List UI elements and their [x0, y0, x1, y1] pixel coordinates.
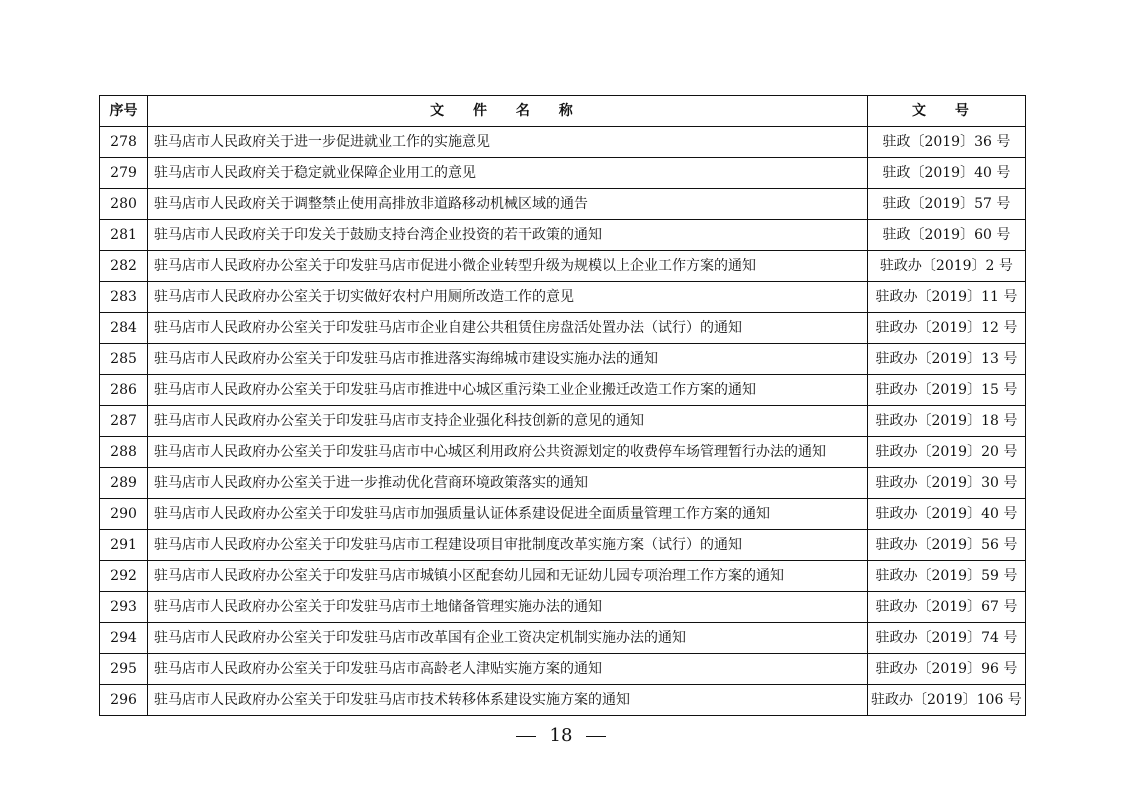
- table-row: [100, 437, 1026, 468]
- row-document-code: 驻政办〔2019〕30 号: [867, 468, 1025, 499]
- row-document-name: 驻马店市人民政府关于调整禁止使用高排放非道路移动机械区域的通告: [148, 189, 868, 220]
- row-serial-number: 296: [100, 685, 148, 716]
- table-row: [100, 189, 1026, 220]
- page-number: 18: [549, 725, 573, 746]
- table-row: [100, 530, 1026, 561]
- table-row: [100, 654, 1026, 685]
- header-serial-number: 序号: [100, 96, 148, 127]
- row-document-code: 驻政〔2019〕57 号: [867, 189, 1025, 220]
- row-document-name: 驻马店市人民政府办公室关于进一步推动优化营商环境政策落实的通知: [148, 468, 868, 499]
- row-document-code: 驻政办〔2019〕67 号: [867, 592, 1025, 623]
- row-serial-number: 281: [100, 220, 148, 251]
- page-footer: [0, 722, 1122, 750]
- row-document-code: 驻政办〔2019〕40 号: [867, 499, 1025, 530]
- row-document-name: 驻马店市人民政府关于印发关于鼓励支持台湾企业投资的若干政策的通知: [148, 220, 868, 251]
- table-row: [100, 251, 1026, 282]
- table-row: [100, 127, 1026, 158]
- row-serial-number: 294: [100, 623, 148, 654]
- row-serial-number: 279: [100, 158, 148, 189]
- row-document-name: 驻马店市人民政府办公室关于印发驻马店市推进中心城区重污染工业企业搬迁改造工作方案的通知: [148, 375, 868, 406]
- row-document-name: 驻马店市人民政府关于稳定就业保障企业用工的意见: [148, 158, 868, 189]
- row-serial-number: 290: [100, 499, 148, 530]
- row-document-code: 驻政办〔2019〕12 号: [867, 313, 1025, 344]
- row-serial-number: 280: [100, 189, 148, 220]
- table-row: [100, 592, 1026, 623]
- table-row: [100, 313, 1026, 344]
- table-row: [100, 220, 1026, 251]
- footer-dash-left: [516, 736, 536, 737]
- row-serial-number: 292: [100, 561, 148, 592]
- row-document-code: 驻政〔2019〕40 号: [867, 158, 1025, 189]
- row-serial-number: 278: [100, 127, 148, 158]
- row-document-code: 驻政〔2019〕36 号: [867, 127, 1025, 158]
- row-document-code: 驻政办〔2019〕59 号: [867, 561, 1025, 592]
- row-document-code: 驻政〔2019〕60 号: [867, 220, 1025, 251]
- document-table: [99, 95, 1026, 716]
- row-document-name: 驻马店市人民政府办公室关于切实做好农村户用厕所改造工作的意见: [148, 282, 868, 313]
- row-document-code: 驻政办〔2019〕15 号: [867, 375, 1025, 406]
- table-header: [100, 96, 1026, 127]
- row-document-name: 驻马店市人民政府办公室关于印发驻马店市促进小微企业转型升级为规模以上企业工作方案的通知: [148, 251, 868, 282]
- table-row: [100, 685, 1026, 716]
- header-document-code: 文 号: [867, 96, 1025, 127]
- row-serial-number: 293: [100, 592, 148, 623]
- row-document-name: 驻马店市人民政府办公室关于印发驻马店市支持企业强化科技创新的意见的通知: [148, 406, 868, 437]
- row-document-name: 驻马店市人民政府办公室关于印发驻马店市企业自建公共租赁住房盘活处置办法（试行）的通知: [148, 313, 868, 344]
- row-serial-number: 295: [100, 654, 148, 685]
- table-row: [100, 623, 1026, 654]
- header-document-name: 文 件 名 称: [148, 96, 868, 127]
- row-document-code: 驻政办〔2019〕74 号: [867, 623, 1025, 654]
- row-document-code: 驻政办〔2019〕13 号: [867, 344, 1025, 375]
- row-serial-number: 283: [100, 282, 148, 313]
- table-body: [100, 127, 1026, 716]
- table-row: [100, 561, 1026, 592]
- row-document-name: 驻马店市人民政府办公室关于印发驻马店市城镇小区配套幼儿园和无证幼儿园专项治理工作方案的通知: [148, 561, 868, 592]
- row-document-code: 驻政办〔2019〕11 号: [867, 282, 1025, 313]
- table-row: [100, 158, 1026, 189]
- row-document-code: 驻政办〔2019〕56 号: [867, 530, 1025, 561]
- row-document-code: 驻政办〔2019〕106 号: [867, 685, 1025, 716]
- row-document-name: 驻马店市人民政府办公室关于印发驻马店市推进落实海绵城市建设实施办法的通知: [148, 344, 868, 375]
- row-serial-number: 288: [100, 437, 148, 468]
- row-document-name: 驻马店市人民政府办公室关于印发驻马店市工程建设项目审批制度改革实施方案（试行）的通知: [148, 530, 868, 561]
- table-row: [100, 375, 1026, 406]
- row-serial-number: 286: [100, 375, 148, 406]
- row-document-code: 驻政办〔2019〕20 号: [867, 437, 1025, 468]
- row-document-name: 驻马店市人民政府办公室关于印发驻马店市改革国有企业工资决定机制实施办法的通知: [148, 623, 868, 654]
- header-row: [100, 96, 1026, 127]
- row-document-name: 驻马店市人民政府办公室关于印发驻马店市高龄老人津贴实施方案的通知: [148, 654, 868, 685]
- row-document-code: 驻政办〔2019〕18 号: [867, 406, 1025, 437]
- row-serial-number: 291: [100, 530, 148, 561]
- row-document-name: 驻马店市人民政府办公室关于印发驻马店市加强质量认证体系建设促进全面质量管理工作方案的通知: [148, 499, 868, 530]
- row-serial-number: 285: [100, 344, 148, 375]
- row-serial-number: 282: [100, 251, 148, 282]
- table-row: [100, 468, 1026, 499]
- row-serial-number: 287: [100, 406, 148, 437]
- row-document-code: 驻政办〔2019〕96 号: [867, 654, 1025, 685]
- row-document-name: 驻马店市人民政府办公室关于印发驻马店市土地储备管理实施办法的通知: [148, 592, 868, 623]
- table-row: [100, 282, 1026, 313]
- row-serial-number: 289: [100, 468, 148, 499]
- row-serial-number: 284: [100, 313, 148, 344]
- footer-dash-right: [586, 736, 606, 737]
- row-document-code: 驻政办〔2019〕2 号: [867, 251, 1025, 282]
- row-document-name: 驻马店市人民政府办公室关于印发驻马店市技术转移体系建设实施方案的通知: [148, 685, 868, 716]
- row-document-name: 驻马店市人民政府办公室关于印发驻马店市中心城区利用政府公共资源划定的收费停车场管理暂行办法的通知: [148, 437, 868, 468]
- row-document-name: 驻马店市人民政府关于进一步促进就业工作的实施意见: [148, 127, 868, 158]
- table-row: [100, 406, 1026, 437]
- table-row: [100, 344, 1026, 375]
- table-row: [100, 499, 1026, 530]
